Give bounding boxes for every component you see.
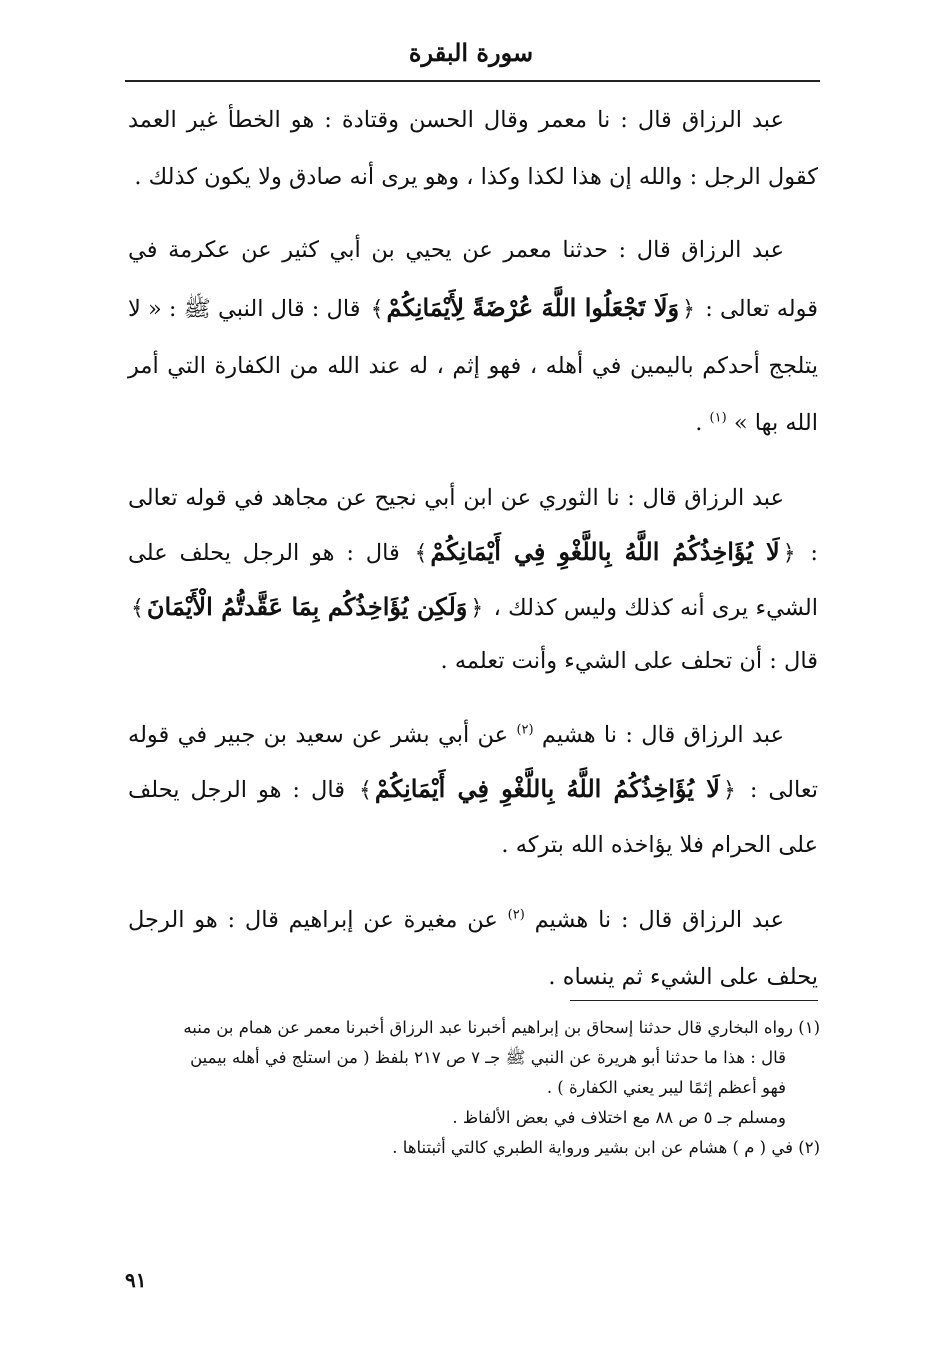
ornate-bracket-open: ﴿: [470, 596, 484, 621]
running-header-title: سورة البقرة: [408, 38, 534, 67]
paragraph-1-text: عبد الرزاق قال : نا معمر وقال الحسن وقتادة : هو الخطأ غير العمد كقول الرجل : والله إن هذا لكذا وكذا ، وهو يرى أنه صادق ولا يكون كذلك .: [128, 107, 818, 190]
paragraph-3-end: قال : أن تحلف على الشيء وأنت تعلمه .: [440, 648, 818, 674]
footnote-2-line-1: (٢) في ( م ) هشام عن ابن بشير ورواية الطبري كالتي أثبتناها .: [392, 1138, 820, 1157]
paragraph-5-end: عن مغيرة عن إبراهيم قال : هو الرجل يحلف على الشيء ثم ينساه .: [128, 907, 818, 990]
paragraph-5: [128, 892, 818, 1006]
footnote-2: [128, 1133, 820, 1163]
paragraph-2-end: .: [695, 410, 703, 436]
paragraph-2-hadith: قال : قال النبي ﷺ : « لا يتلجج أحدكم باليمين في أهله ، فهو إثم ، له عند الله من الكفارة التي أمر الله بها »: [128, 296, 818, 436]
paragraph-4-intro: عبد الرزاق قال : نا هشيم: [541, 722, 784, 748]
ornate-bracket-close: ﴾: [131, 596, 144, 621]
footnote-ref-1[interactable]: (١): [709, 410, 727, 426]
page-number: ٩١: [125, 1268, 147, 1292]
paragraph-4: [128, 708, 818, 872]
footnote-1-line-2: قال : هذا ما حدثنا أبو هريرة عن النبي ﷺ جـ ٧ ص ٢١٧ بلفظ ( من استلج في أهله بيمين: [190, 1048, 786, 1067]
paragraph-4-middle: عن أبي بشر عن سعيد بن جبير في قوله تعالى :: [128, 722, 818, 803]
ornate-bracket-open: ﴿: [722, 778, 736, 803]
footnote-separator: [570, 1000, 818, 1001]
paragraph-2: [128, 222, 818, 452]
footnote-1: [128, 1013, 820, 1043]
footnote-ref-2[interactable]: (٢): [516, 722, 534, 738]
paragraph-4-end: قال : هو الرجل يحلف على الحرام فلا يؤاخذه الله بتركه .: [128, 777, 818, 858]
main-text: [128, 92, 818, 1026]
quran-verse: وَلَكِن يُؤَاخِذُكُم بِمَا عَقَّدتُّمُ الْأَيْمَانَ: [146, 592, 468, 621]
footnote-ref-2[interactable]: (٢): [507, 907, 525, 923]
quran-verse: وَلَا تَجْعَلُوا اللَّهَ عُرْضَةً لِأَيْمَانِكُمْ: [386, 293, 680, 322]
footnote-1-line-4: ومسلم جـ ٥ ص ٨٨ مع اختلاف في بعض الألفاظ .: [452, 1108, 786, 1127]
ornate-bracket-close: ﴾: [414, 541, 428, 566]
paragraph-2-intro: عبد الرزاق قال : حدثنا معمر عن يحيي بن أبي كثير عن عكرمة في قوله تعالى :: [128, 237, 818, 322]
paragraph-3: [128, 472, 818, 688]
paragraph-3-middle: قال : هو الرجل يحلف على الشيء يرى أنه كذلك وليس كذلك ،: [128, 540, 818, 621]
paragraph-5-intro: عبد الرزاق قال : نا هشيم: [534, 907, 784, 933]
footnote-1-line-1: (١) رواه البخاري قال حدثنا إسحاق بن إبراهيم أخبرنا عبد الرزاق أخبرنا معمر عن همام بن منبه: [183, 1018, 820, 1037]
ornate-bracket-open: ﴿: [682, 297, 696, 322]
paragraph-1: [128, 92, 818, 206]
quran-verse: لَا يُؤَاخِذُكُمُ اللَّهُ بِاللَّغْوِ فِي أَيْمَانِكُمْ: [374, 774, 720, 803]
ornate-bracket-close: ﴾: [358, 778, 372, 803]
footnote-1-line-3: فهو أعظم إثمًا ليبر يعني الكفارة ) .: [546, 1078, 786, 1097]
ornate-bracket-open: ﴿: [782, 541, 796, 566]
paragraph-3-intro: عبد الرزاق قال : نا الثوري عن ابن أبي نجيح عن مجاهد في قوله تعالى :: [128, 485, 818, 566]
footnote-1-continued: [128, 1043, 820, 1133]
header-rule: [125, 80, 820, 82]
ornate-bracket-close: ﴾: [370, 297, 384, 322]
footnotes: [128, 1013, 820, 1163]
quran-verse: لَا يُؤَاخِذُكُمُ اللَّهُ بِاللَّغْوِ فِي أَيْمَانِكُمْ: [430, 537, 780, 566]
